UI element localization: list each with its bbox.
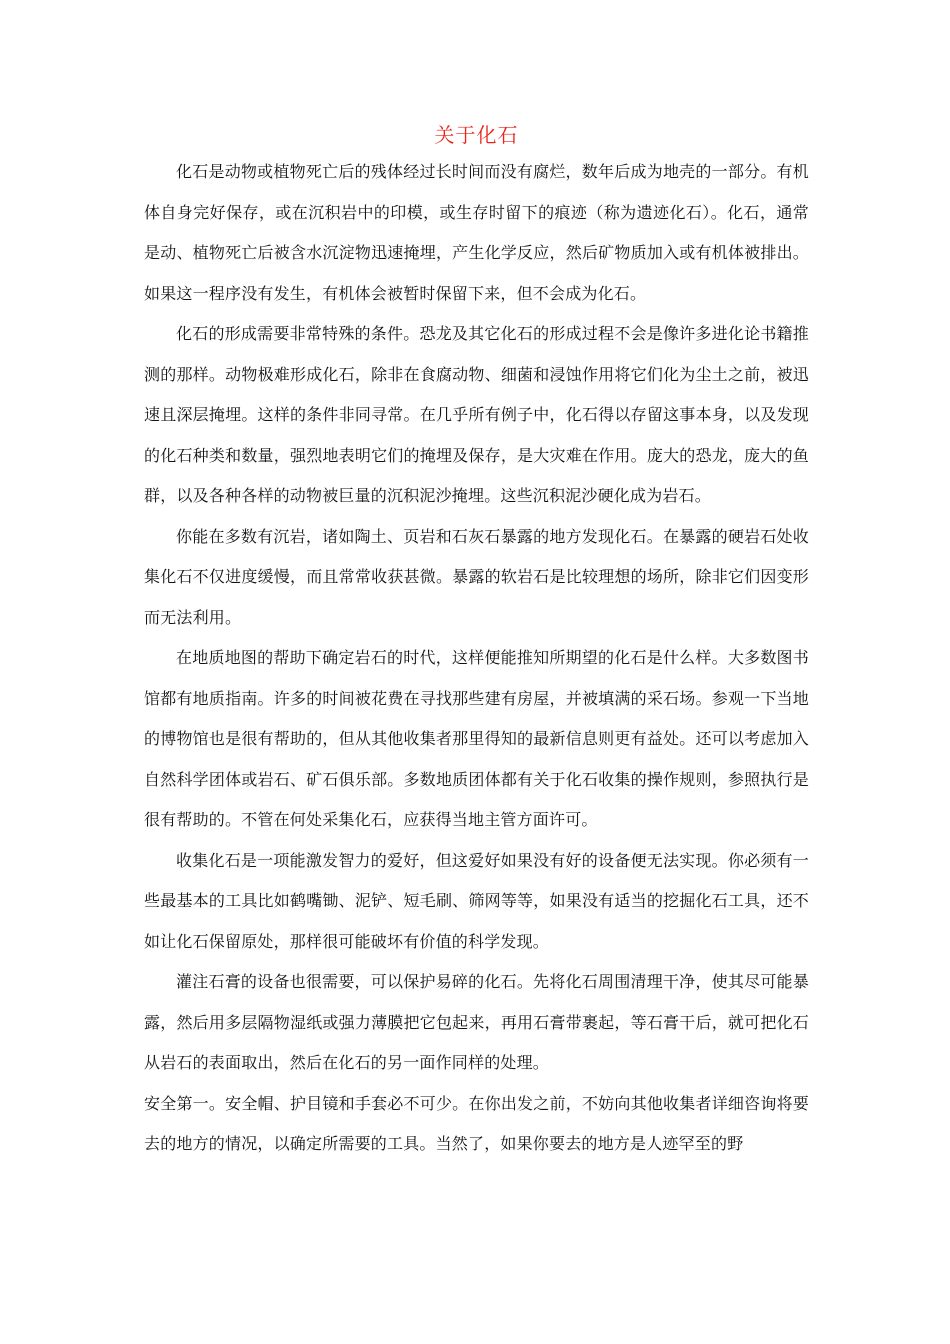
paragraph-4: 在地质地图的帮助下确定岩石的时代，这样便能推知所期望的化石是什么样。大多数图书馆都有地质指南。许多的时间被花费在寻找那些建有房屋，并被填满的采石场。参观一下当地的博物馆也是很有帮助的，但从其他收集者那里得知的最新信息则更有益处。还可以考虑加入自然科学团体或岩石、矿石俱乐部。多数地质团体都有关于化石收集的操作规则，参照执行是很有帮助的。不管在何处采集化石，应获得当地主管方面许可。 [144,648,809,829]
paragraph-7: 安全第一。安全帽、护目镜和手套必不可少。在你出发之前，不妨向其他收集者详细咨询将要去的地方的情况，以确定所需要的工具。当然了，如果你要去的地方是人迹罕至的野 [144,1093,809,1153]
paragraph-1: 化石是动物或植物死亡后的残体经过长时间而没有腐烂，数年后成为地壳的一部分。有机体自身完好保存，或在沉积岩中的印模，或生存时留下的痕迹（称为遗迹化石）。化石，通常是动、植物死亡后被含水沉淀物迅速掩埋，产生化学反应，然后矿物质加入或有机体被排出。如果这一程序没有发生，有机体会被暂时保留下来，但不会成为化石。 [144,162,809,303]
paragraph-2: 化石的形成需要非常特殊的条件。恐龙及其它化石的形成过程不会是像许多进化论书籍推测的那样。动物极难形成化石，除非在食腐动物、细菌和浸蚀作用将它们化为尘土之前，被迅速且深层掩埋。这样的条件非同寻常。在几乎所有例子中，化石得以存留这事本身，以及发现的化石种类和数量，强烈地表明它们的掩埋及保存，是大灾难在作用。庞大的恐龙，庞大的鱼群，以及各种各样的动物被巨量的沉积泥沙掩埋。这些沉积泥沙硬化成为岩石。 [144,324,809,505]
document-title: 关于化石 [434,123,519,147]
paragraph-3: 你能在多数有沉岩，诸如陶土、页岩和石灰石暴露的地方发现化石。在暴露的硬岩石处收集化石不仅进度缓慢，而且常常收获甚微。暴露的软岩石是比较理想的场所，除非它们因变形而无法利用。 [144,526,809,627]
paragraph-5: 收集化石是一项能激发智力的爱好，但这爱好如果没有好的设备便无法实现。你必须有一些最基本的工具比如鹤嘴锄、泥铲、短毛刷、筛网等等，如果没有适当的挖掘化石工具，还不如让化石保留原处，那样很可能破坏有价值的科学发现。 [144,850,809,951]
paragraph-6: 灌注石膏的设备也很需要，可以保护易碎的化石。先将化石周围清理干净，使其尽可能暴露，然后用多层隔物湿纸或强力薄膜把它包起来，再用石膏带裹起，等石膏干后，就可把化石从岩石的表面取出，然后在化石的另一面作同样的处理。 [144,972,809,1072]
document-page [144,118,809,1165]
